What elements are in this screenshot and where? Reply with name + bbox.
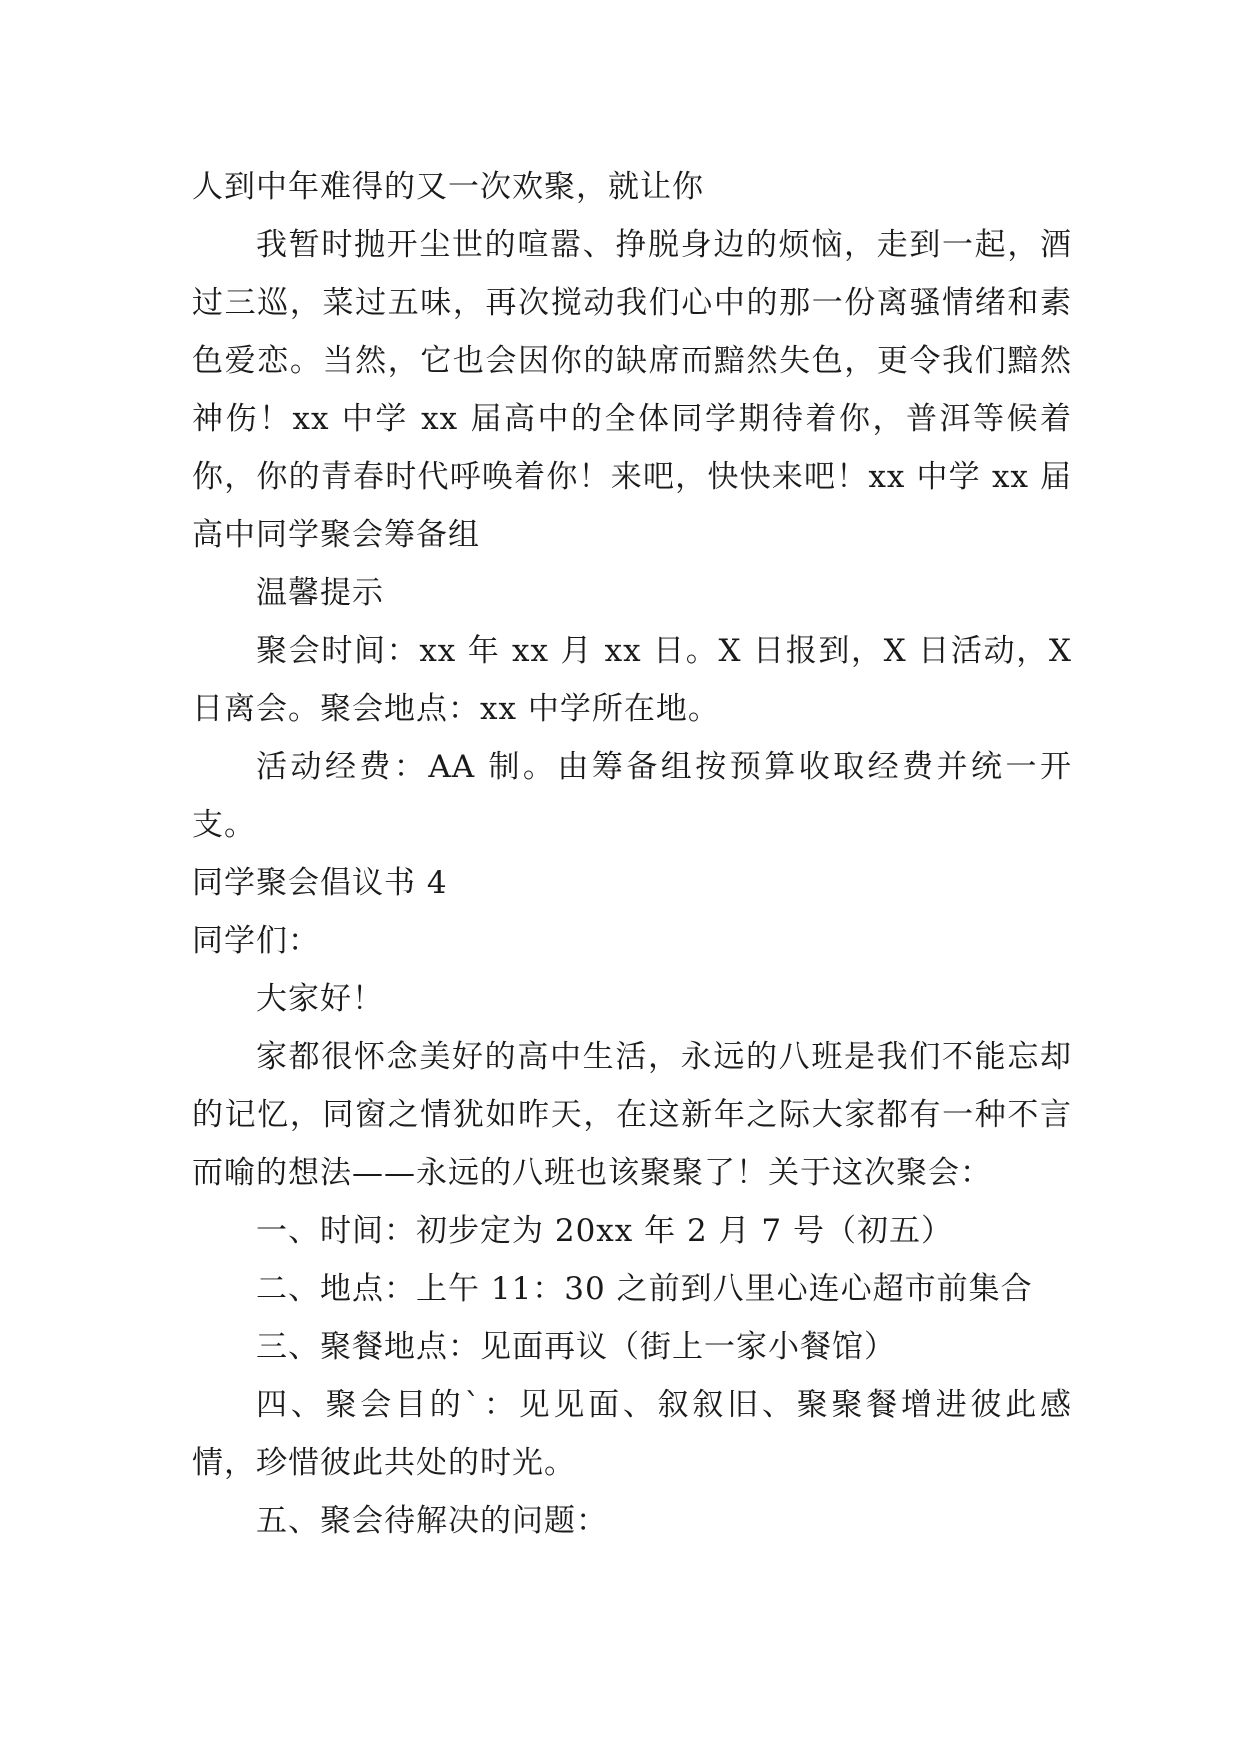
list-item-dining: 三、聚餐地点：见面再议（街上一家小餐馆） [256,1329,896,1365]
paragraph-1: 人到中年难得的又一次欢聚，就让你 [192,169,704,205]
paragraph-2: 我暂时抛开尘世的喧嚣、挣脱身边的烦恼，走到一起，酒过三巡，菜过五味，再次搅动我们心中的那一份离骚情绪和素色爱恋。当然，它也会因你的缺席而黯然失色，更令我们黯然神伤！xx 中学 xx 届高中的全体同学期待着你，普洱等候着你，你的青春时代呼唤着你！来吧，快快来吧！xx 中学 xx 届高中同学聚会筹备组 [192,227,1072,553]
list-item-issues: 五、聚会待解决的问题： [256,1503,608,1539]
section-heading: 同学聚会倡议书 4 [192,865,448,901]
list-item-time: 一、时间：初步定为 20xx 年 2 月 7 号（初五） [256,1213,953,1249]
greeting: 大家好！ [256,981,384,1017]
paragraph-5: 活动经费：AA 制。由筹备组按预算收取经费并统一开支。 [192,749,1072,843]
list-item-location: 二、地点：上午 11：30 之前到八里心连心超市前集合 [256,1271,1033,1307]
paragraph-4: 聚会时间：xx 年 xx 月 xx 日。X 日报到，X 日活动，X 日离会。聚会地点：xx 中学所在地。 [192,633,1072,727]
paragraph-9: 家都很怀念美好的高中生活，永远的八班是我们不能忘却的记忆，同窗之情犹如昨天，在这新年之际大家都有一种不言而喻的想法——永远的八班也该聚聚了！关于这次聚会： [192,1039,1072,1191]
document-body [192,158,1072,1550]
paragraph-3: 温馨提示 [256,575,384,611]
salutation: 同学们： [192,923,320,959]
list-item-purpose: 四、聚会目的`：见见面、叙叙旧、聚聚餐增进彼此感情，珍惜彼此共处的时光。 [192,1387,1072,1481]
